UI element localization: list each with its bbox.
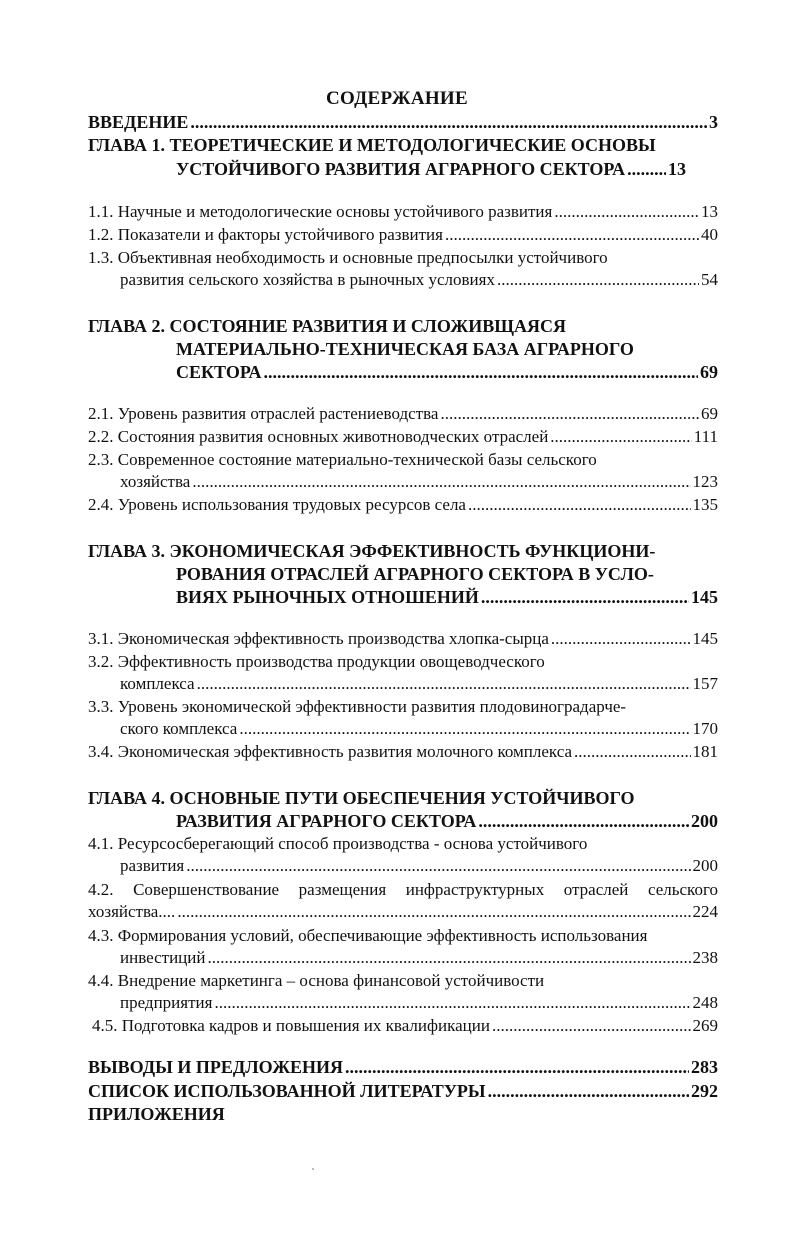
- page-number: 69: [701, 404, 718, 423]
- entry-label: 2.1. Уровень развития отраслей растениеводства: [88, 404, 439, 423]
- chapter-heading-end[interactable]: [176, 158, 686, 180]
- entry-label: ского комплекса: [120, 719, 238, 738]
- dot-leader: [207, 947, 690, 969]
- toc-entry[interactable]: [88, 201, 718, 223]
- chapter-heading[interactable]: МАТЕРИАЛЬНО-ТЕХНИЧЕСКАЯ БАЗА АГРАРНОГО: [176, 339, 634, 359]
- entry-label: 2.4. Уровень использования трудовых ресурсов села: [88, 495, 466, 514]
- entry-label: предприятия: [120, 993, 213, 1012]
- dot-leader: [186, 855, 690, 877]
- page-number: 283: [691, 1057, 718, 1077]
- toc-entry-line[interactable]: 4.3. Формирования условий, обеспечивающие эффективность использования: [88, 926, 648, 945]
- dot-leader: [574, 741, 690, 763]
- toc-entry[interactable]: [120, 855, 718, 877]
- page-number: 200: [691, 811, 718, 831]
- entry-label: 1.1. Научные и методологические основы устойчивого развития: [88, 202, 553, 221]
- dot-leader: [190, 111, 707, 133]
- toc-entry-appendices[interactable]: ПРИЛОЖЕНИЯ: [88, 1104, 225, 1124]
- dot-leader: [478, 810, 689, 832]
- toc-entry-line[interactable]: 4.2. Совершенствование размещения инфраструктурных отраслей сельского: [88, 880, 718, 899]
- entry-label: ВЫВОДЫ И ПРЕДЛОЖЕНИЯ: [88, 1057, 344, 1077]
- page-number: 3: [709, 112, 718, 132]
- chapter-heading[interactable]: ГЛАВА 1. ТЕОРЕТИЧЕСКИЕ И МЕТОДОЛОГИЧЕСКИЕ ОСНОВЫ: [88, 135, 656, 155]
- dot-leader: [197, 673, 691, 695]
- page-number: 238: [692, 948, 718, 967]
- toc-entry[interactable]: [88, 741, 718, 763]
- dot-leader: [551, 628, 691, 650]
- toc-entry-line[interactable]: 3.2. Эффективность производства продукции овощеводческого: [88, 652, 545, 671]
- entry-label: РАЗВИТИЯ АГРАРНОГО СЕКТОРА: [176, 811, 477, 831]
- dot-leader: [492, 1015, 691, 1037]
- dot-leader: [239, 718, 690, 740]
- page-number: 157: [692, 674, 718, 693]
- page-number: 145: [692, 629, 718, 648]
- scan-speck: [312, 1168, 314, 1170]
- entry-label: СЕКТОРА: [176, 362, 262, 382]
- dot-leader: [481, 586, 689, 608]
- toc-entry-line[interactable]: 4.1. Ресурсосберегающий способ производства - основа устойчивого: [88, 834, 588, 853]
- dot-leader: [264, 361, 698, 383]
- entry-label: комплекса: [120, 674, 195, 693]
- toc-entry[interactable]: [92, 1015, 718, 1037]
- toc-entry[interactable]: [88, 901, 718, 923]
- page-number: 145: [691, 587, 718, 607]
- dot-leader: [627, 158, 666, 180]
- entry-label: инвестиций: [120, 948, 206, 967]
- dot-leader: [550, 426, 691, 448]
- toc-entry[interactable]: [120, 471, 718, 493]
- entry-label: развития: [120, 856, 185, 875]
- entry-label: хозяйства....: [88, 902, 176, 921]
- page-number: 54: [701, 270, 718, 289]
- toc-entry[interactable]: [88, 403, 718, 425]
- page-number: 292: [691, 1081, 718, 1101]
- toc-entry-conclusions[interactable]: [88, 1056, 718, 1078]
- page-number: 248: [692, 993, 718, 1012]
- toc-entry[interactable]: [88, 494, 718, 516]
- chapter-heading[interactable]: ГЛАВА 2. СОСТОЯНИЕ РАЗВИТИЯ И СЛОЖИВЩАЯСЯ: [88, 316, 566, 336]
- dot-leader: [192, 471, 690, 493]
- dot-leader: [440, 403, 699, 425]
- page-number: 40: [701, 225, 718, 244]
- page-number: 181: [692, 742, 718, 761]
- toc-entry-references[interactable]: [88, 1080, 718, 1102]
- page-title: СОДЕРЖАНИЕ: [326, 88, 468, 109]
- entry-label: ВВЕДЕНИЕ: [88, 112, 189, 132]
- page-number: 13: [668, 159, 686, 179]
- page-number: 69: [700, 362, 718, 382]
- entry-label: СПИСОК ИСПОЛЬЗОВАННОЙ ЛИТЕРАТУРЫ: [88, 1081, 486, 1101]
- toc-entry[interactable]: [120, 673, 718, 695]
- dot-leader: [445, 224, 699, 246]
- chapter-heading[interactable]: ГЛАВА 3. ЭКОНОМИЧЕСКАЯ ЭФФЕКТИВНОСТЬ ФУНКЦИОНИ-: [88, 541, 656, 561]
- dot-leader: [177, 901, 690, 923]
- page-number: 170: [692, 719, 718, 738]
- entry-label: развития сельского хозяйства в рыночных условиях: [120, 270, 495, 289]
- chapter-heading-end[interactable]: [176, 361, 718, 383]
- chapter-heading[interactable]: РОВАНИЯ ОТРАСЛЕЙ АГРАРНОГО СЕКТОРА В УСЛО-: [176, 564, 654, 584]
- entry-label: хозяйства: [120, 472, 191, 491]
- toc-entry[interactable]: [120, 718, 718, 740]
- toc-entry-intro[interactable]: [88, 111, 718, 133]
- toc-entry-line[interactable]: 3.3. Уровень экономической эффективности развития плодовиноградарче-: [88, 697, 627, 716]
- entry-label: 3.4. Экономическая эффективность развития молочного комплекса: [88, 742, 573, 761]
- toc-entry[interactable]: [120, 947, 718, 969]
- entry-label: 1.2. Показатели и факторы устойчивого развития: [88, 225, 443, 244]
- dot-leader: [488, 1080, 689, 1102]
- page-number: 224: [692, 902, 718, 921]
- entry-label: 2.2. Состояния развития основных животноводческих отраслей: [88, 427, 549, 446]
- dot-leader: [345, 1056, 689, 1078]
- page-number: 269: [692, 1016, 718, 1035]
- page-number: 135: [692, 495, 718, 514]
- toc-entry-line[interactable]: 1.3. Объективная необходимость и основные предпосылки устойчивого: [88, 248, 608, 267]
- chapter-heading-end[interactable]: [176, 586, 718, 608]
- dot-leader: [214, 992, 690, 1014]
- toc-entry-line[interactable]: 2.3. Современное состояние материально-технической базы сельского: [88, 450, 597, 469]
- dot-leader: [497, 269, 699, 291]
- toc-entry[interactable]: [120, 269, 718, 291]
- entry-label: ВИЯХ РЫНОЧНЫХ ОТНОШЕНИЙ: [176, 587, 479, 607]
- toc-entry-line[interactable]: 4.4. Внедрение маркетинга – основа финансовой устойчивости: [88, 971, 545, 990]
- entry-label: 4.5. Подготовка кадров и повышения их квалификации: [92, 1016, 490, 1035]
- page-number: 13: [701, 202, 718, 221]
- entry-label: 3.1. Экономическая эффективность производства хлопка-сырца: [88, 629, 549, 648]
- toc-entry[interactable]: [88, 224, 718, 246]
- chapter-heading[interactable]: ГЛАВА 4. ОСНОВНЫЕ ПУТИ ОБЕСПЕЧЕНИЯ УСТОЙЧИВОГО: [88, 788, 635, 808]
- chapter-heading-end[interactable]: [176, 810, 718, 832]
- dot-leader: [468, 494, 691, 516]
- entry-label: УСТОЙЧИВОГО РАЗВИТИЯ АГРАРНОГО СЕКТОРА: [176, 159, 626, 179]
- page-number: 123: [692, 472, 718, 491]
- toc-entry[interactable]: [88, 628, 718, 650]
- toc-entry[interactable]: [88, 426, 718, 448]
- page-number: 200: [692, 856, 718, 875]
- dot-leader: [554, 201, 699, 223]
- page-number: 111: [693, 427, 718, 446]
- toc-entry[interactable]: [120, 992, 718, 1014]
